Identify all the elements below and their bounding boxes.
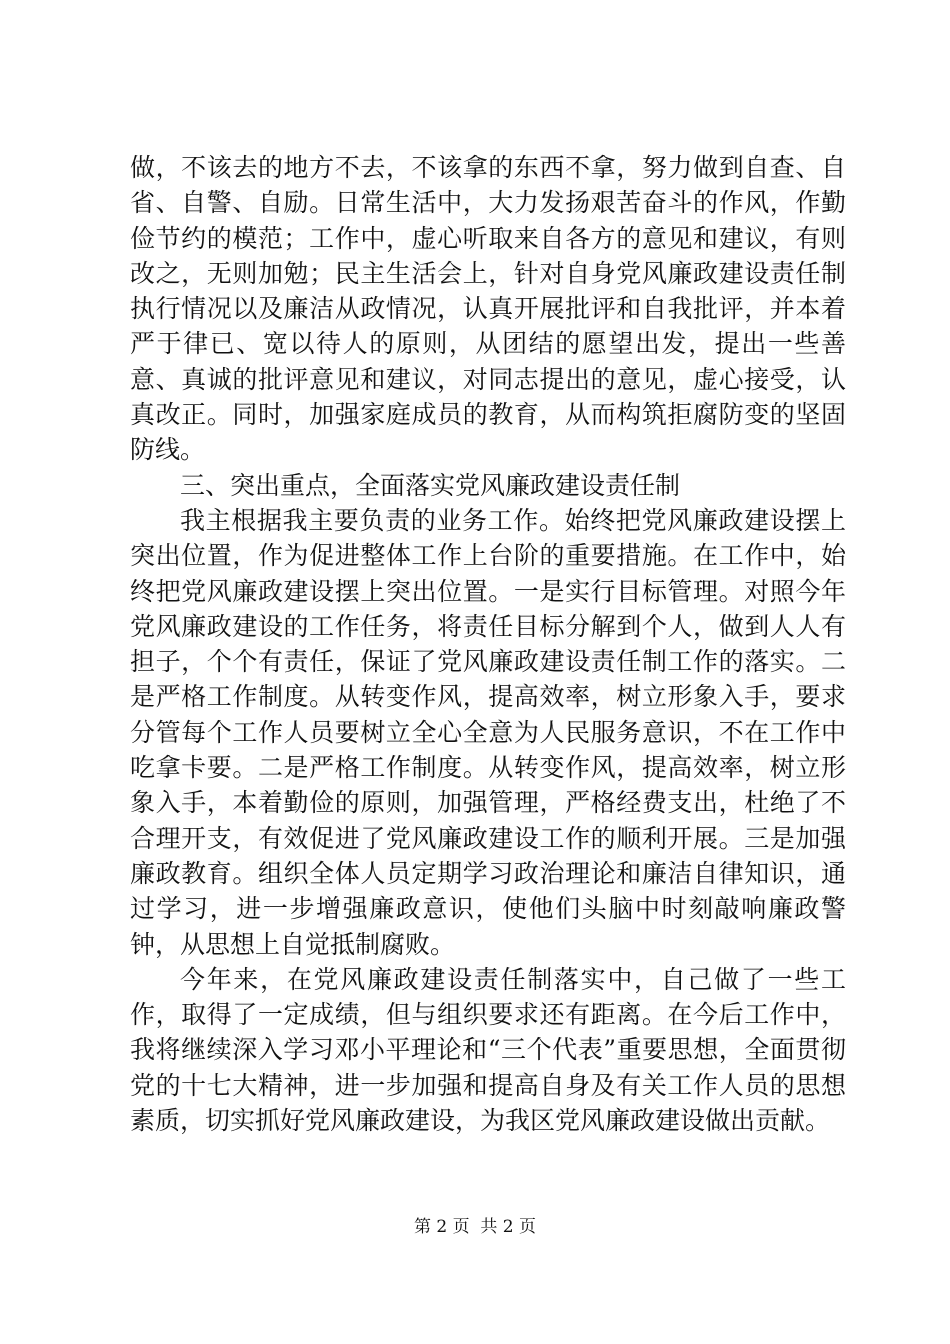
page-number-label: 第 2 页 共 2 页 <box>413 1217 537 1237</box>
section-heading-3: 三、突出重点，全面落实党风廉政建设责任制 <box>180 470 681 500</box>
document-body <box>130 150 846 1138</box>
page-footer <box>0 1212 950 1237</box>
paragraph-2: 我主根据我主要负责的业务工作。始终把党风廉政建设摆上突出位置，作为促进整体工作上台阶的重要措施。在工作中，始终把党风廉政建设摆上突出位置。一是实行目标管理。对照今年党风廉政建设的工作任务，将责任目标分解到个人，做到人人有担子，个个有责任，保证了党风廉政建设责任制工作的落实。二是严格工作制度。从转变作风，提高效率，树立形象入手，要求分管每个工作人员要树立全心全意为人民服务意识，不在工作中吃拿卡要。二是严格工作制度。从转变作风，提高效率，树立形象入手，本着勤俭的原则，加强管理，严格经费支出，杜绝了不合理开支，有效促进了党风廉政建设工作的顺利开展。三是加强廉政教育。组织全体人员定期学习政治理论和廉洁自律知识，通过学习，进一步增强廉政意识，使他们头脑中时刻敲响廉政警钟，从思想上自觉抵制腐败。 <box>130 505 846 959</box>
paragraph-1: 做，不该去的地方不去，不该拿的东西不拿，努力做到自查、自省、自警、自励。日常生活中，大力发扬艰苦奋斗的作风，作勤俭节约的模范；工作中，虚心听取来自各方的意见和建议，有则改之，无则加勉；民主生活会上，针对自身党风廉政建设责任制执行情况以及廉洁从政情况，认真开展批评和自我批评，并本着严于律已、宽以待人的原则，从团结的愿望出发，提出一些善意、真诚的批评意见和建议，对同志提出的意见，虚心接受，认真改正。同时，加强家庭成员的教育，从而构筑拒腐防变的坚固防线。 <box>130 153 846 465</box>
paragraph-3: 今年来，在党风廉政建设责任制落实中，自己做了一些工作，取得了一定成绩，但与组织要求还有距离。在今后工作中，我将继续深入学习邓小平理论和“三个代表”重要思想，全面贯彻党的十七大精神，进一步加强和提高自身及有关工作人员的思想素质，切实抓好党风廉政建设，为我区党风廉政建设做出贡献。 <box>130 964 846 1136</box>
